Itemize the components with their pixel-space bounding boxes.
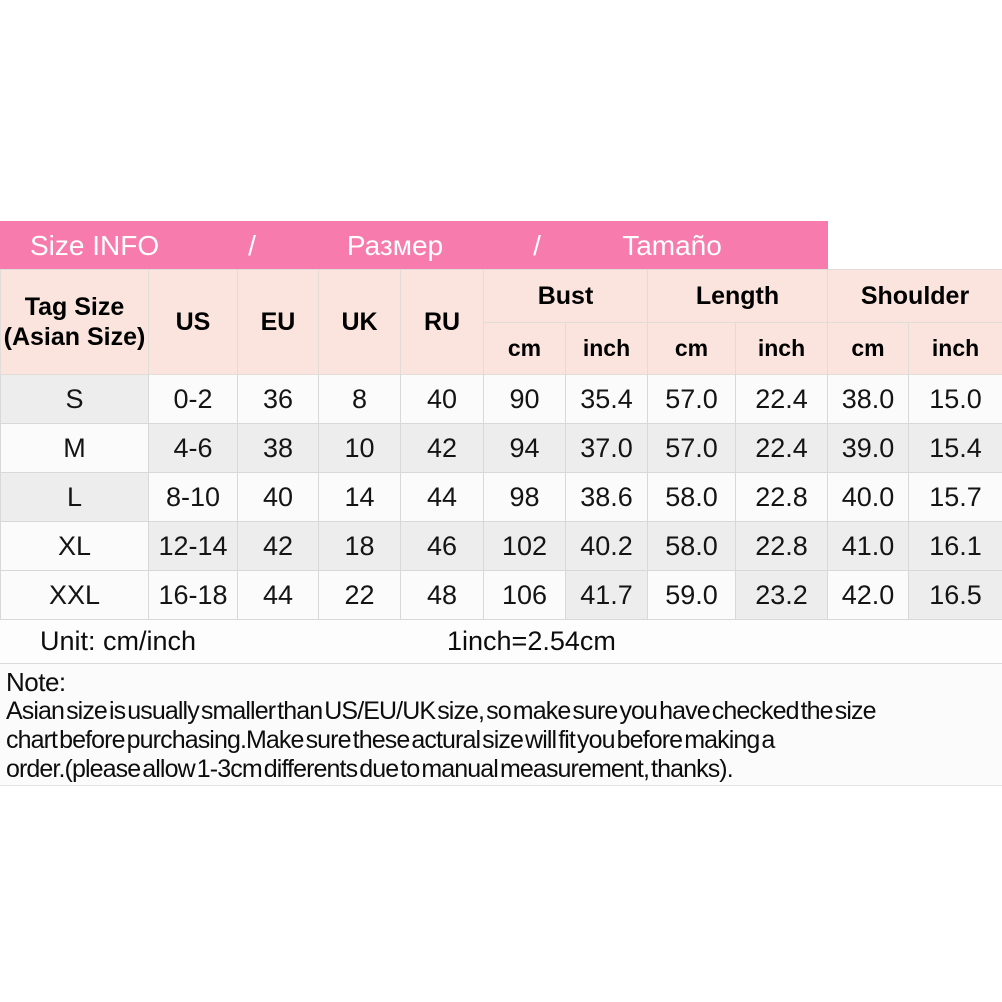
table-cell: 15.7 [909, 473, 1002, 522]
note-line: order.(please allow 1-3cm differents due to manual measurement, thanks). [6, 755, 733, 783]
table-cell: 22.8 [736, 522, 828, 571]
table-cell: 22 [319, 571, 401, 620]
table-cell: 15.4 [909, 424, 1002, 473]
size-row-label: XL [1, 522, 149, 571]
table-row [1, 522, 1002, 571]
table-cell: 44 [401, 473, 484, 522]
table-cell: 59.0 [648, 571, 736, 620]
title-razmer: Размер [346, 230, 444, 261]
table-cell: 46 [401, 522, 484, 571]
group-header-length: Length [648, 270, 828, 323]
table-cell: 42.0 [828, 571, 909, 620]
unit-label: Unit: cm/inch [40, 626, 197, 656]
column-header-ru: RU [401, 270, 484, 375]
sub-header-inch: inch [909, 323, 1002, 375]
table-cell: 40 [238, 473, 319, 522]
table-cell: 44 [238, 571, 319, 620]
table-row [1, 571, 1002, 620]
table-cell: 16-18 [149, 571, 238, 620]
table-cell: 36 [238, 375, 319, 424]
table-cell: 57.0 [648, 424, 736, 473]
table-cell: 40 [401, 375, 484, 424]
column-header-us: US [149, 270, 238, 375]
table-cell: 37.0 [566, 424, 648, 473]
table-cell: 39.0 [828, 424, 909, 473]
size-table-body [1, 375, 1002, 620]
note-line: Asian size is usually smaller than US/EU/UK size, so make sure you have checked the size [6, 697, 876, 725]
group-header-bust: Bust [484, 270, 648, 323]
table-cell: 18 [319, 522, 401, 571]
group-header-shoulder: Shoulder [828, 270, 1002, 323]
note-title: Note: [6, 667, 66, 697]
title-separator: / [533, 230, 541, 261]
table-cell: 41.0 [828, 522, 909, 571]
note-block [0, 664, 1002, 786]
table-cell: 35.4 [566, 375, 648, 424]
note-line: chart before purchasing.Make sure these actural size will fit you before making a [6, 726, 775, 754]
table-cell: 40.0 [828, 473, 909, 522]
title-separator: / [248, 230, 256, 261]
table-cell: 22.4 [736, 424, 828, 473]
column-header-eu: EU [238, 270, 319, 375]
size-table [0, 269, 1002, 620]
sub-header-cm: cm [648, 323, 736, 375]
size-table-head [1, 270, 1002, 375]
table-cell: 106 [484, 571, 566, 620]
table-cell: 10 [319, 424, 401, 473]
table-cell: 48 [401, 571, 484, 620]
table-cell: 8-10 [149, 473, 238, 522]
table-cell: 38.0 [828, 375, 909, 424]
sub-header-cm: cm [484, 323, 566, 375]
table-cell: 4-6 [149, 424, 238, 473]
table-cell: 98 [484, 473, 566, 522]
table-cell: 8 [319, 375, 401, 424]
corner-header [1, 270, 149, 375]
table-cell: 0-2 [149, 375, 238, 424]
table-cell: 22.4 [736, 375, 828, 424]
title-tamano: Tamaño [622, 230, 722, 261]
title-size-info: Size INFO [30, 230, 160, 261]
column-header-uk: UK [319, 270, 401, 375]
table-cell: 22.8 [736, 473, 828, 522]
table-cell: 41.7 [566, 571, 648, 620]
table-row [1, 375, 1002, 424]
table-cell: 15.0 [909, 375, 1002, 424]
table-cell: 38.6 [566, 473, 648, 522]
table-cell: 14 [319, 473, 401, 522]
table-row [1, 424, 1002, 473]
table-cell: 94 [484, 424, 566, 473]
size-info-title-bar [0, 221, 828, 269]
size-row-label: XXL [1, 571, 149, 620]
size-row-label: S [1, 375, 149, 424]
table-cell: 58.0 [648, 522, 736, 571]
unit-conversion: 1inch=2.54cm [447, 626, 616, 656]
table-cell: 38 [238, 424, 319, 473]
size-row-label: L [1, 473, 149, 522]
unit-row [0, 620, 1002, 664]
sub-header-cm: cm [828, 323, 909, 375]
table-cell: 40.2 [566, 522, 648, 571]
table-row [1, 473, 1002, 522]
sub-header-inch: inch [736, 323, 828, 375]
table-cell: 42 [238, 522, 319, 571]
table-cell: 58.0 [648, 473, 736, 522]
table-cell: 102 [484, 522, 566, 571]
table-cell: 16.1 [909, 522, 1002, 571]
sub-header-inch: inch [566, 323, 648, 375]
table-cell: 90 [484, 375, 566, 424]
table-cell: 42 [401, 424, 484, 473]
size-row-label: M [1, 424, 149, 473]
corner-header-line: (Asian Size) [3, 323, 146, 351]
table-cell: 57.0 [648, 375, 736, 424]
table-cell: 16.5 [909, 571, 1002, 620]
table-cell: 23.2 [736, 571, 828, 620]
corner-header-line: Tag Size [24, 292, 125, 321]
table-cell: 12-14 [149, 522, 238, 571]
